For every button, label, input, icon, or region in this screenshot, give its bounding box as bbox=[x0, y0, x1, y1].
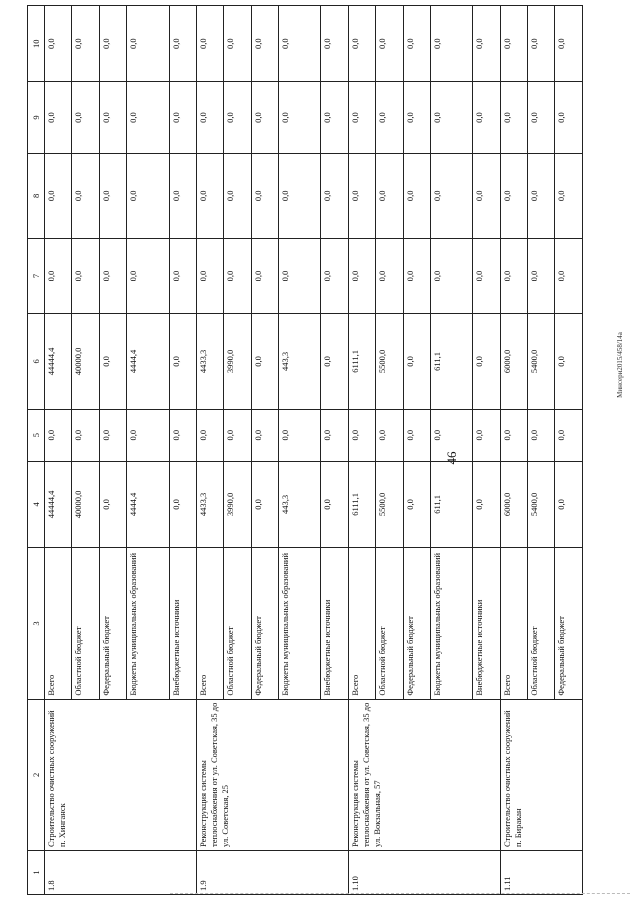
table-row bbox=[45, 6, 72, 895]
amount-cell: 6111,1 bbox=[348, 314, 375, 410]
funding-source: Всего bbox=[500, 548, 527, 699]
amount-cell: 0,0 bbox=[348, 82, 375, 153]
amount-cell: 0,0 bbox=[555, 82, 583, 153]
amount-cell: 5400,0 bbox=[528, 461, 555, 548]
funding-source: Внебюджетные источники bbox=[473, 548, 500, 699]
amount-cell: 0,0 bbox=[528, 6, 555, 82]
amount-cell: 0,0 bbox=[403, 409, 430, 461]
budget-table-container bbox=[27, 5, 583, 895]
amount-cell: 611,1 bbox=[430, 314, 472, 410]
amount-cell: 0,0 bbox=[251, 153, 278, 238]
amount-cell: 0,0 bbox=[279, 239, 321, 314]
amount-cell: 0,0 bbox=[321, 461, 348, 548]
funding-source: Федеральный бюджет bbox=[555, 548, 583, 699]
amount-cell: 0,0 bbox=[169, 6, 196, 82]
funding-source: Бюджеты муниципальных образований bbox=[279, 548, 321, 699]
amount-cell: 0,0 bbox=[348, 409, 375, 461]
item-code: 1.8 bbox=[45, 851, 197, 895]
amount-cell: 0,0 bbox=[251, 314, 278, 410]
amount-cell: 4444,4 bbox=[127, 461, 169, 548]
header-cell-4: 4 bbox=[28, 461, 45, 548]
amount-cell: 0,0 bbox=[321, 314, 348, 410]
table-row bbox=[196, 6, 223, 895]
amount-cell: 443,3 bbox=[279, 314, 321, 410]
funding-source: Областной бюджет bbox=[72, 548, 99, 699]
header-cell-9: 9 bbox=[28, 82, 45, 153]
item-code: 1.9 bbox=[196, 851, 348, 895]
amount-cell: 0,0 bbox=[169, 461, 196, 548]
amount-cell: 0,0 bbox=[224, 409, 251, 461]
table-row bbox=[348, 6, 375, 895]
amount-cell: 0,0 bbox=[45, 239, 72, 314]
amount-cell: 0,0 bbox=[279, 6, 321, 82]
amount-cell: 0,0 bbox=[251, 461, 278, 548]
amount-cell: 0,0 bbox=[127, 239, 169, 314]
amount-cell: 0,0 bbox=[224, 153, 251, 238]
amount-cell: 0,0 bbox=[45, 6, 72, 82]
amount-cell: 0,0 bbox=[500, 153, 527, 238]
amount-cell: 0,0 bbox=[473, 82, 500, 153]
header-cell-2: 2 bbox=[28, 699, 45, 850]
amount-cell: 0,0 bbox=[72, 82, 99, 153]
funding-source: Областной бюджет bbox=[528, 548, 555, 699]
funding-source: Федеральный бюджет bbox=[403, 548, 430, 699]
amount-cell: 3990,0 bbox=[224, 461, 251, 548]
amount-cell: 0,0 bbox=[555, 239, 583, 314]
header-row bbox=[28, 6, 45, 895]
amount-cell: 4433,3 bbox=[196, 461, 223, 548]
item-name: Реконструкция системы теплоснабжения от ул. Советская, 35 до ул. Советская, 25 bbox=[196, 699, 348, 850]
amount-cell: 0,0 bbox=[430, 82, 472, 153]
amount-cell: 611,1 bbox=[430, 461, 472, 548]
amount-cell: 0,0 bbox=[555, 461, 583, 548]
funding-source: Всего bbox=[45, 548, 72, 699]
amount-cell: 0,0 bbox=[224, 239, 251, 314]
amount-cell: 0,0 bbox=[196, 82, 223, 153]
amount-cell: 5500,0 bbox=[376, 314, 403, 410]
amount-cell: 0,0 bbox=[528, 239, 555, 314]
amount-cell: 0,0 bbox=[555, 409, 583, 461]
funding-source: Областной бюджет bbox=[224, 548, 251, 699]
item-name: Реконструкция системы теплоснабжения от ул. Советская, 35 до ул. Вокзальная, 57 bbox=[348, 699, 500, 850]
amount-cell: 0,0 bbox=[127, 6, 169, 82]
amount-cell: 0,0 bbox=[403, 314, 430, 410]
amount-cell: 0,0 bbox=[376, 239, 403, 314]
amount-cell: 0,0 bbox=[348, 6, 375, 82]
amount-cell: 0,0 bbox=[403, 461, 430, 548]
amount-cell: 0,0 bbox=[430, 409, 472, 461]
amount-cell: 0,0 bbox=[224, 6, 251, 82]
funding-source: Внебюджетные источники bbox=[169, 548, 196, 699]
funding-source: Всего bbox=[348, 548, 375, 699]
amount-cell: 0,0 bbox=[127, 82, 169, 153]
budget-table bbox=[27, 5, 583, 895]
funding-source: Внебюджетные источники bbox=[321, 548, 348, 699]
amount-cell: 0,0 bbox=[99, 82, 126, 153]
amount-cell: 0,0 bbox=[403, 153, 430, 238]
amount-cell: 0,0 bbox=[403, 239, 430, 314]
amount-cell: 0,0 bbox=[279, 153, 321, 238]
amount-cell: 0,0 bbox=[127, 409, 169, 461]
amount-cell: 0,0 bbox=[251, 82, 278, 153]
amount-cell: 40000,0 bbox=[72, 461, 99, 548]
amount-cell: 6000,0 bbox=[500, 314, 527, 410]
amount-cell: 0,0 bbox=[348, 153, 375, 238]
amount-cell: 0,0 bbox=[376, 6, 403, 82]
amount-cell: 0,0 bbox=[500, 82, 527, 153]
amount-cell: 0,0 bbox=[500, 6, 527, 82]
amount-cell: 0,0 bbox=[169, 82, 196, 153]
item-name: Строительство очистных сооружений п. Хинганск bbox=[45, 699, 197, 850]
amount-cell: 443,3 bbox=[279, 461, 321, 548]
header-cell-8: 8 bbox=[28, 153, 45, 238]
amount-cell: 0,0 bbox=[169, 314, 196, 410]
amount-cell: 0,0 bbox=[72, 409, 99, 461]
amount-cell: 0,0 bbox=[169, 409, 196, 461]
amount-cell: 0,0 bbox=[196, 239, 223, 314]
amount-cell: 4444,4 bbox=[127, 314, 169, 410]
header-cell-5: 5 bbox=[28, 409, 45, 461]
amount-cell: 0,0 bbox=[555, 153, 583, 238]
amount-cell: 0,0 bbox=[555, 314, 583, 410]
amount-cell: 0,0 bbox=[403, 6, 430, 82]
amount-cell: 0,0 bbox=[321, 82, 348, 153]
amount-cell: 0,0 bbox=[99, 6, 126, 82]
item-name: Строительство очистных сооружений п. Биракан bbox=[500, 699, 582, 850]
amount-cell: 0,0 bbox=[72, 153, 99, 238]
document-reference: Минсери2015/458/14а bbox=[616, 332, 624, 398]
amount-cell: 4433,3 bbox=[196, 314, 223, 410]
amount-cell: 0,0 bbox=[555, 6, 583, 82]
item-code: 1.10 bbox=[348, 851, 500, 895]
amount-cell: 0,0 bbox=[430, 153, 472, 238]
amount-cell: 0,0 bbox=[376, 153, 403, 238]
table-row bbox=[500, 6, 527, 895]
amount-cell: 0,0 bbox=[528, 82, 555, 153]
header-cell-6: 6 bbox=[28, 314, 45, 410]
amount-cell: 0,0 bbox=[473, 153, 500, 238]
amount-cell: 0,0 bbox=[72, 239, 99, 314]
amount-cell: 0,0 bbox=[169, 239, 196, 314]
amount-cell: 0,0 bbox=[196, 6, 223, 82]
amount-cell: 0,0 bbox=[99, 409, 126, 461]
funding-source: Областной бюджет bbox=[376, 548, 403, 699]
amount-cell: 0,0 bbox=[430, 6, 472, 82]
amount-cell: 0,0 bbox=[528, 409, 555, 461]
page-number: 46 bbox=[444, 451, 459, 465]
amount-cell: 0,0 bbox=[127, 153, 169, 238]
amount-cell: 0,0 bbox=[99, 153, 126, 238]
amount-cell: 0,0 bbox=[45, 82, 72, 153]
header-cell-1: 1 bbox=[28, 851, 45, 895]
amount-cell: 0,0 bbox=[348, 239, 375, 314]
footer-divider bbox=[170, 893, 630, 895]
header-cell-10: 10 bbox=[28, 6, 45, 82]
funding-source: Бюджеты муниципальных образований bbox=[430, 548, 472, 699]
amount-cell: 0,0 bbox=[376, 409, 403, 461]
item-code: 1.11 bbox=[500, 851, 582, 895]
amount-cell: 0,0 bbox=[403, 82, 430, 153]
amount-cell: 0,0 bbox=[251, 6, 278, 82]
amount-cell: 0,0 bbox=[321, 6, 348, 82]
amount-cell: 0,0 bbox=[376, 82, 403, 153]
amount-cell: 0,0 bbox=[528, 153, 555, 238]
header-cell-3: 3 bbox=[28, 548, 45, 699]
header-cell-7: 7 bbox=[28, 239, 45, 314]
amount-cell: 5500,0 bbox=[376, 461, 403, 548]
amount-cell: 0,0 bbox=[279, 82, 321, 153]
amount-cell: 0,0 bbox=[196, 153, 223, 238]
amount-cell: 0,0 bbox=[321, 153, 348, 238]
amount-cell: 0,0 bbox=[251, 409, 278, 461]
amount-cell: 6000,0 bbox=[500, 461, 527, 548]
amount-cell: 0,0 bbox=[45, 153, 72, 238]
table-body bbox=[45, 6, 583, 895]
amount-cell: 0,0 bbox=[99, 461, 126, 548]
amount-cell: 0,0 bbox=[196, 409, 223, 461]
funding-source: Федеральный бюджет bbox=[251, 548, 278, 699]
amount-cell: 0,0 bbox=[473, 409, 500, 461]
amount-cell: 40000,0 bbox=[72, 314, 99, 410]
amount-cell: 0,0 bbox=[99, 239, 126, 314]
amount-cell: 5400,0 bbox=[528, 314, 555, 410]
amount-cell: 0,0 bbox=[473, 314, 500, 410]
amount-cell: 0,0 bbox=[99, 314, 126, 410]
amount-cell: 44444,4 bbox=[45, 461, 72, 548]
funding-source: Федеральный бюджет bbox=[99, 548, 126, 699]
amount-cell: 0,0 bbox=[169, 153, 196, 238]
amount-cell: 0,0 bbox=[224, 82, 251, 153]
amount-cell: 0,0 bbox=[279, 409, 321, 461]
amount-cell: 0,0 bbox=[321, 239, 348, 314]
amount-cell: 0,0 bbox=[473, 239, 500, 314]
amount-cell: 0,0 bbox=[500, 239, 527, 314]
amount-cell: 3990,0 bbox=[224, 314, 251, 410]
amount-cell: 0,0 bbox=[321, 409, 348, 461]
funding-source: Бюджеты муниципальных образований bbox=[127, 548, 169, 699]
amount-cell: 0,0 bbox=[500, 409, 527, 461]
funding-source: Всего bbox=[196, 548, 223, 699]
amount-cell: 0,0 bbox=[45, 409, 72, 461]
amount-cell: 0,0 bbox=[430, 239, 472, 314]
amount-cell: 44444,4 bbox=[45, 314, 72, 410]
amount-cell: 0,0 bbox=[473, 6, 500, 82]
amount-cell: 0,0 bbox=[72, 6, 99, 82]
amount-cell: 0,0 bbox=[251, 239, 278, 314]
amount-cell: 6111,1 bbox=[348, 461, 375, 548]
amount-cell: 0,0 bbox=[473, 461, 500, 548]
